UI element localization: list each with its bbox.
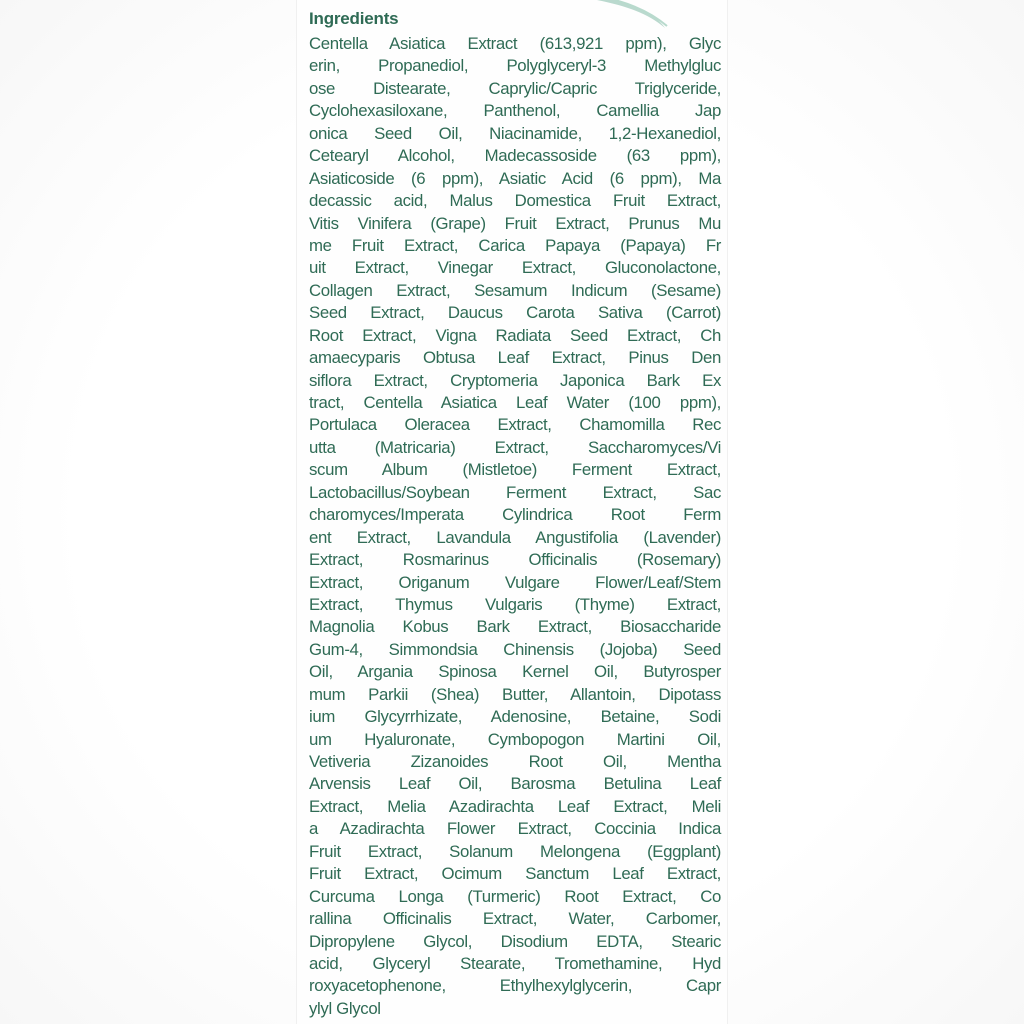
ingredient-line: rallina Officinalis Extract, Water, Carbomer,: [309, 909, 721, 929]
ingredient-line: ent Extract, Lavandula Angustifolia (Lavender): [309, 527, 721, 547]
ingredient-line: um Hyaluronate, Cymbopogon Martini Oil,: [309, 729, 721, 749]
ingredient-line: charomyces/Imperata Cylindrica Root Ferm: [309, 505, 721, 525]
ingredients-heading: Ingredients: [309, 9, 399, 28]
ingredient-line: Oil, Argania Spinosa Kernel Oil, Butyrosper: [309, 662, 721, 682]
ingredient-line: amaecyparis Obtusa Leaf Extract, Pinus Den: [309, 348, 721, 368]
ingredient-line: utta (Matricaria) Extract, Saccharomyces/Vi: [309, 437, 721, 457]
ingredient-line: erin, Propanediol, Polyglyceryl-3 Methylgluc: [309, 56, 721, 76]
ingredient-line: Extract, Rosmarinus Officinalis (Rosemary): [309, 550, 721, 570]
ingredient-line: decassic acid, Malus Domestica Fruit Extract,: [309, 191, 721, 211]
ingredient-line: mum Parkii (Shea) Butter, Allantoin, Dipotass: [309, 684, 721, 704]
ingredient-line: Fruit Extract, Solanum Melongena (Eggplant): [309, 841, 721, 861]
ingredient-line: Vetiveria Zizanoides Root Oil, Mentha: [309, 752, 721, 771]
ingredient-line: Seed Extract, Daucus Carota Sativa (Carrot): [309, 303, 721, 323]
ingredients-text: [309, 33, 721, 1020]
ingredient-line: Gum-4, Simmondsia Chinensis (Jojoba) Seed: [309, 639, 721, 659]
ingredient-line: Arvensis Leaf Oil, Barosma Betulina Leaf: [309, 774, 721, 794]
ingredient-line: a Azadirachta Flower Extract, Coccinia Indica: [309, 819, 721, 839]
ingredient-line: Cyclohexasiloxane, Panthenol, Camellia Jap: [309, 101, 721, 121]
ingredient-line: tract, Centella Asiatica Leaf Water (100 ppm),: [309, 393, 721, 412]
ingredient-line: Curcuma Longa (Turmeric) Root Extract, Co: [309, 886, 721, 906]
ingredient-line: ylyl Glycol: [309, 998, 381, 1018]
ingredient-line: Lactobacillus/Soybean Ferment Extract, Sac: [309, 482, 721, 502]
ingredient-line: scum Album (Mistletoe) Ferment Extract,: [309, 460, 721, 480]
ingredient-line: Vitis Vinifera (Grape) Fruit Extract, Prunus Mu: [309, 213, 721, 233]
ingredient-line: me Fruit Extract, Carica Papaya (Papaya) Fr: [309, 235, 721, 255]
ingredient-line: Centella Asiatica Extract (613,921 ppm), Glyc: [309, 34, 721, 53]
ingredient-line: Extract, Melia Azadirachta Leaf Extract, Meli: [309, 796, 721, 816]
ingredient-line: ium Glycyrrhizate, Adenosine, Betaine, Sodi: [309, 707, 721, 727]
ingredient-line: Cetearyl Alcohol, Madecassoside (63 ppm),: [309, 146, 721, 166]
ingredient-line: Dipropylene Glycol, Disodium EDTA, Stearic: [309, 931, 721, 951]
ingredient-line: Collagen Extract, Sesamum Indicum (Sesame): [309, 280, 721, 300]
ingredient-line: roxyacetophenone, Ethylhexylglycerin, Capr: [309, 976, 721, 996]
ingredient-line: Portulaca Oleracea Extract, Chamomilla Rec: [309, 415, 721, 435]
ingredient-line: Root Extract, Vigna Radiata Seed Extract, Ch: [309, 325, 721, 345]
ingredient-line: onica Seed Oil, Niacinamide, 1,2-Hexanediol,: [309, 123, 721, 143]
ingredient-line: Asiaticoside (6 ppm), Asiatic Acid (6 ppm), Ma: [309, 168, 721, 188]
ingredient-line: Extract, Thymus Vulgaris (Thyme) Extract,: [309, 594, 721, 614]
ingredients-label-panel: [297, 0, 727, 1024]
ingredient-line: Extract, Origanum Vulgare Flower/Leaf/Stem: [309, 572, 721, 592]
ingredient-line: siflora Extract, Cryptomeria Japonica Bark Ex: [309, 370, 721, 390]
ingredient-line: ose Distearate, Caprylic/Capric Triglyceride,: [309, 78, 721, 98]
ingredient-line: acid, Glyceryl Stearate, Tromethamine, Hyd: [309, 953, 721, 973]
ingredient-line: Fruit Extract, Ocimum Sanctum Leaf Extract,: [309, 864, 721, 884]
ingredient-line: uit Extract, Vinegar Extract, Gluconolactone,: [309, 258, 721, 278]
ingredient-line: Magnolia Kobus Bark Extract, Biosaccharide: [309, 617, 721, 637]
